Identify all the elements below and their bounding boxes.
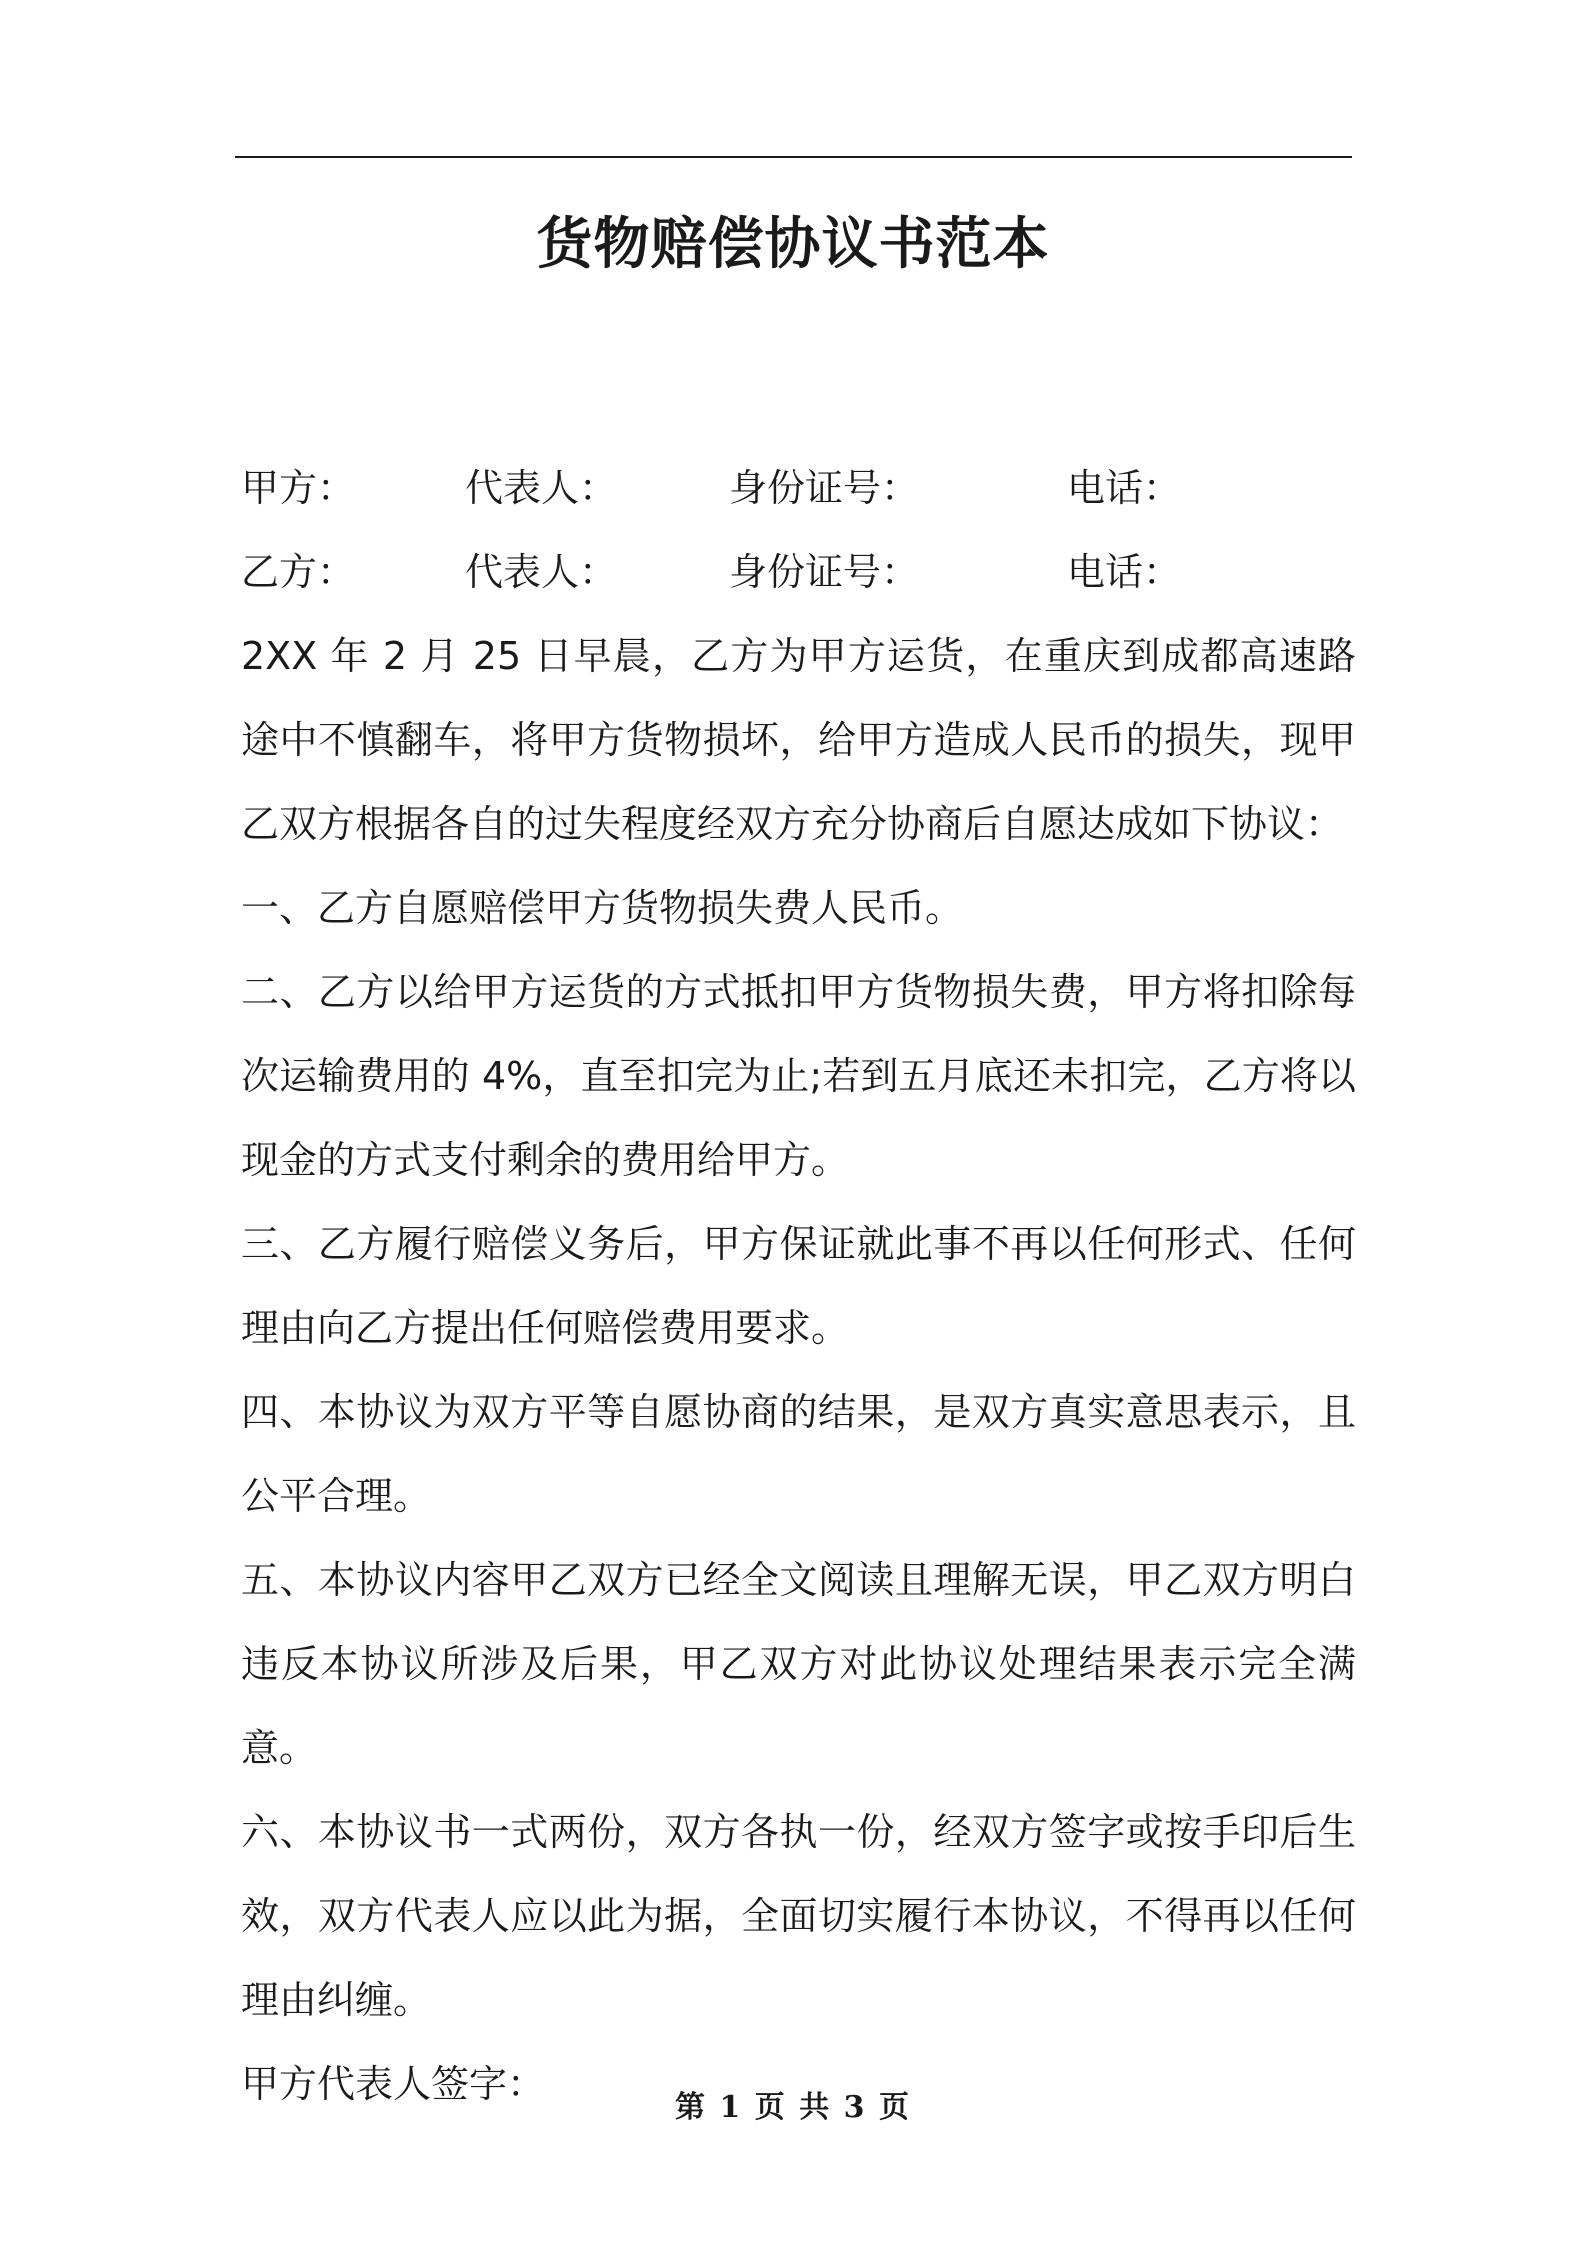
party-a-label: 甲方： (241, 466, 356, 510)
party-a-phone-label: 电话： (1067, 466, 1182, 510)
clause-3: 三、乙方履行赔偿义务后，甲方保证就此事不再以任何形式、任何理由向乙方提出任何赔偿费用要求。 (241, 1222, 1356, 1350)
signature-label: 甲方代表人签字： (241, 2062, 546, 2106)
party-a-representative-label: 代表人： (465, 466, 618, 510)
document-body (241, 446, 1356, 2126)
clause-5: 五、本协议内容甲乙双方已经全文阅读且理解无误，甲乙双方明白违反本协议所涉及后果，甲乙双方对此协议处理结果表示完全满意。 (241, 1558, 1356, 1770)
clause-1: 一、乙方自愿赔偿甲方货物损失费人民币。 (241, 886, 964, 930)
party-b-representative-label: 代表人： (465, 550, 618, 594)
party-b-id-label: 身份证号： (729, 550, 920, 594)
page-indicator: 第 1 页 共 3 页 (675, 2090, 911, 2125)
clause-6: 六、本协议书一式两份，双方各执一份，经双方签字或按手印后生效，双方代表人应以此为据，全面切实履行本协议，不得再以任何理由纠缠。 (241, 1810, 1356, 2022)
clause-2: 二、乙方以给甲方运货的方式抵扣甲方货物损失费，甲方将扣除每次运输费用的 4%，直至扣完为止;若到五月底还未扣完，乙方将以现金的方式支付剩余的费用给甲方。 (241, 970, 1356, 1182)
header-rule (235, 156, 1352, 158)
party-b-phone-label: 电话： (1067, 550, 1182, 594)
party-b-row (241, 530, 1356, 614)
document-title: 货物赔偿协议书范本 (536, 212, 1050, 277)
intro-paragraph: 2XX 年 2 月 25 日早晨，乙方为甲方运货，在重庆到成都高速路途中不慎翻车，将甲方货物损坏，给甲方造成人民币的损失，现甲乙双方根据各自的过失程度经双方充分协商后自愿达成如下协议： (241, 634, 1356, 846)
clause-4: 四、本协议为双方平等自愿协商的结果，是双方真实意思表示，且公平合理。 (241, 1390, 1356, 1518)
party-a-row (241, 446, 1356, 530)
party-a-id-label: 身份证号： (729, 466, 920, 510)
party-b-label: 乙方： (241, 550, 356, 594)
